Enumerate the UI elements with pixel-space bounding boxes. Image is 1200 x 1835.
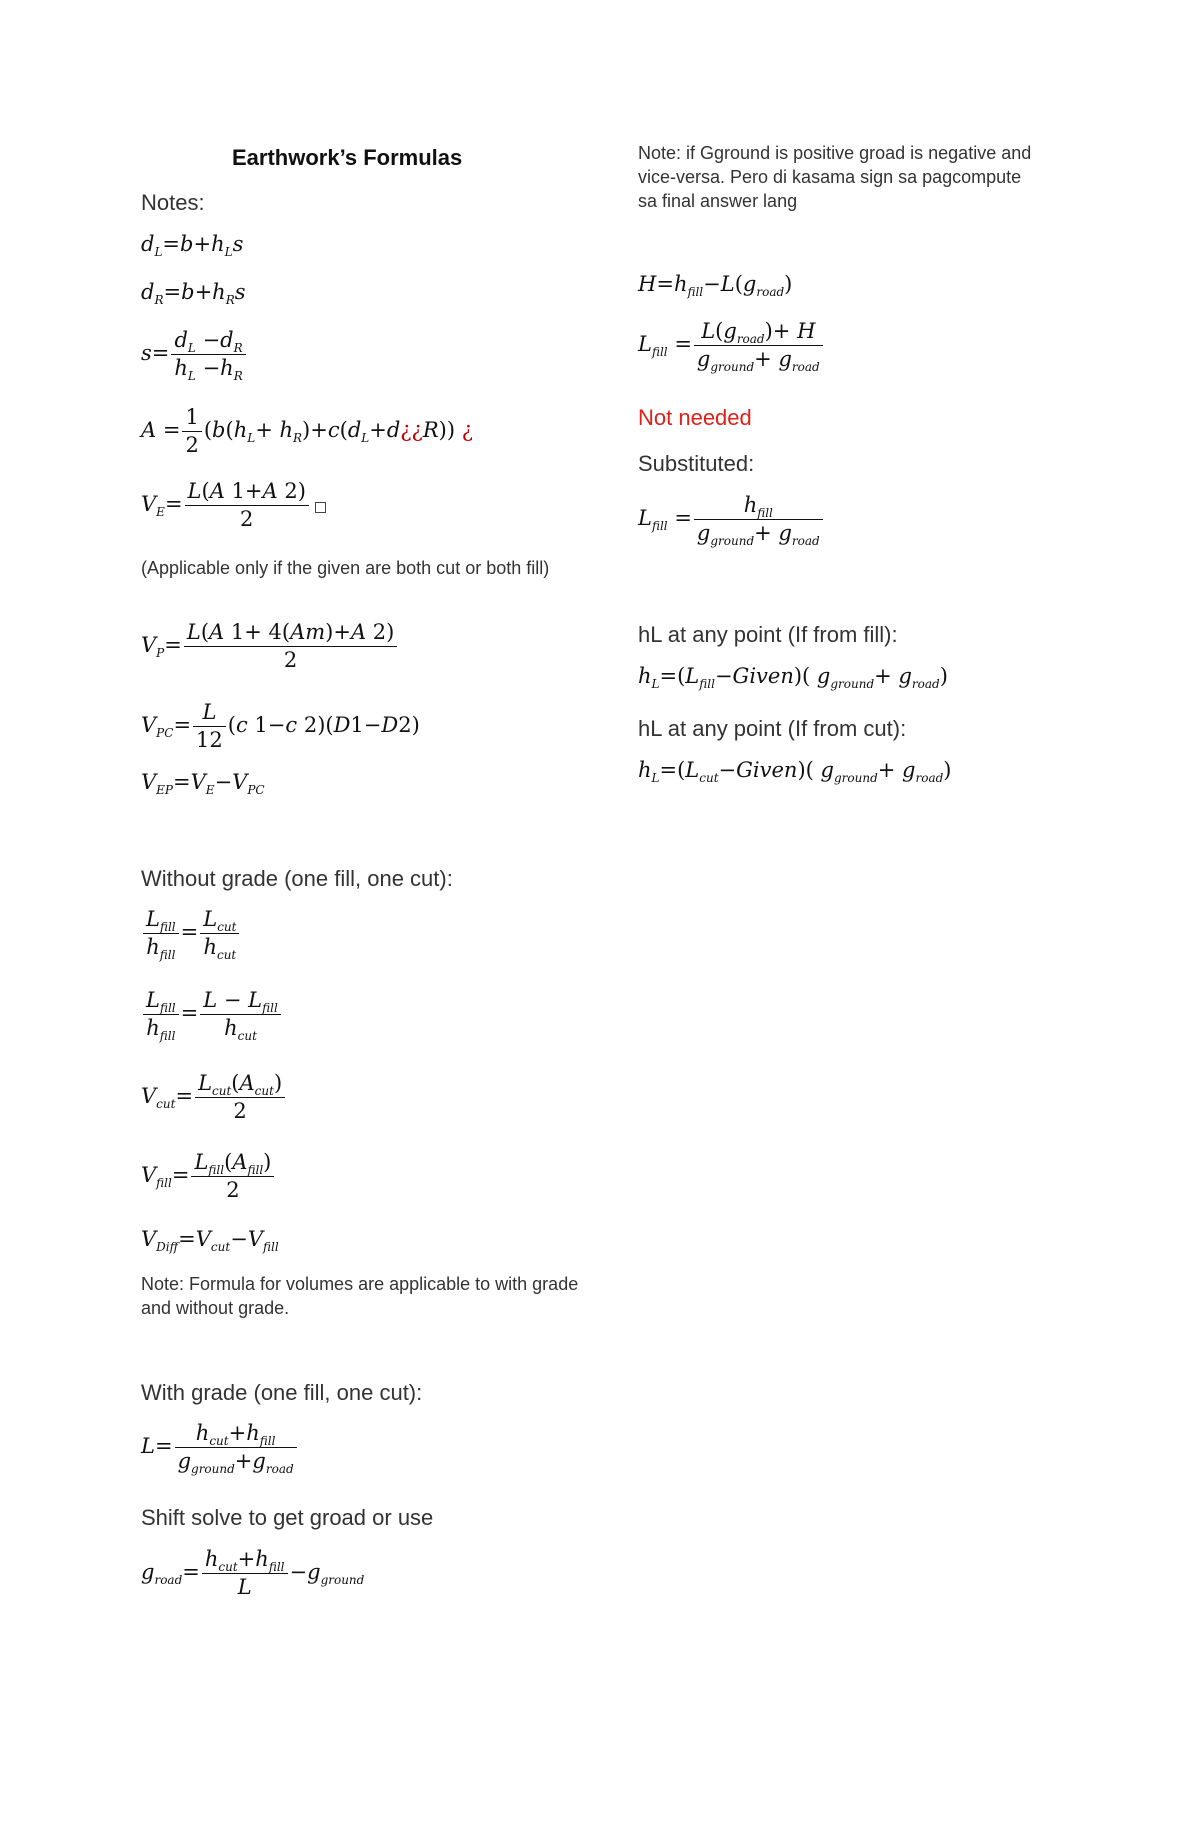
formula-area: A = $\frac{1}{2}$ ($b(h_L+$ $h_R)+c(d_L+d¿¿R)$) ¿ xyxy=(141,405,473,457)
formula-ratio-2: $\frac{L_{fill}}{h_{fill}}$ = $\frac{L - L_{fill}}{h_{cut}}$ xyxy=(141,987,283,1042)
formula-ratio-1: $\frac{L_{fill}}{h_{fill}}$ = $\frac{L_{cut}}{h_{cut}}$ xyxy=(141,906,241,961)
formula-groad: $g_{road}=$ $\frac{h_{cut}+h_{fill}}{L}$ $-g_{ground}$ xyxy=(141,1547,365,1599)
volume-note: Note: Formula for volumes are applicable to with grade and without grade. xyxy=(141,1274,579,1318)
formula-dl: $d_L=b+h_Ls$ xyxy=(141,232,244,259)
shift-solve-text: Shift solve to get groad or use xyxy=(141,1505,434,1530)
gground-note: Note: if Gground is positive groad is negative and vice-versa. Pero di kasama sign sa pagcompute sa final answer lang xyxy=(638,143,1032,211)
formula-l-with-grade: L= $\frac{h_{cut}+h_{fill}}{g_{ground}+g_{road}}$ xyxy=(141,1420,299,1475)
formula-dr: $d_R=b+h_Rs$ xyxy=(141,280,246,307)
formula-hl-fill: $h_L=(L_{fill}-Given)$( $g_{ground}+ g_{road}$) xyxy=(638,664,948,691)
formula-vpc: $V_{PC}=$ $\frac{L}{12}$ (c 1−c 2)(D1−D2) xyxy=(141,700,420,752)
not-needed-label: Not needed xyxy=(638,405,752,430)
page-title: Earthwork’s Formulas xyxy=(232,145,463,170)
formula-vp: $V_P=$ $\frac{L(A 1+ 4(Am)+A 2)}{2}$ xyxy=(141,619,399,674)
applicable-note: (Applicable only if the given are both cut or both fill) xyxy=(141,558,550,578)
formula-h: $H=h_{fill}-L(g_{road})$ xyxy=(638,272,793,299)
formula-slope: s= $\frac{d_L -d_R}{h_L -h_R}$ xyxy=(141,327,248,382)
substituted-label: Substituted: xyxy=(638,451,755,476)
placeholder-box-icon xyxy=(315,502,326,513)
without-grade-heading: Without grade (one fill, one cut): xyxy=(141,866,453,891)
with-grade-heading: With grade (one fill, one cut): xyxy=(141,1380,423,1405)
notes-label: Notes: xyxy=(141,190,205,215)
formula-hl-cut: $h_L=(L_{cut}-Given)$( $g_{ground}+ g_{road}$) xyxy=(638,758,952,785)
formula-vcut: $V_{cut}=$ $\frac{L_{cut}(A_{cut})}{2}$ xyxy=(141,1070,287,1125)
formula-lfill-full: $L_{fill}$ = $\frac{L(g_{road})+ H}{g_{ground}+ g_{road}}$ xyxy=(638,318,825,373)
formula-vdiff: $V_{Diff}=V_{cut}-V_{fill}$ xyxy=(141,1227,279,1254)
hl-cut-heading: hL at any point (If from cut): xyxy=(638,716,907,741)
formula-lfill-substituted: $L_{fill}$ = $\frac{h_{fill}}{g_{ground}+ g_{road}}$ xyxy=(638,492,825,547)
formula-vep: $V_{EP}=V_E-V_{PC}$ xyxy=(141,770,265,797)
formula-vfill: $V_{fill}=$ $\frac{L_{fill}(A_{fill})}{2}$ xyxy=(141,1149,276,1204)
formula-ve: $V_E=$ $\frac{L(A 1+A 2)}{2}$ xyxy=(141,478,326,533)
hl-fill-heading: hL at any point (If from fill): xyxy=(638,622,898,647)
